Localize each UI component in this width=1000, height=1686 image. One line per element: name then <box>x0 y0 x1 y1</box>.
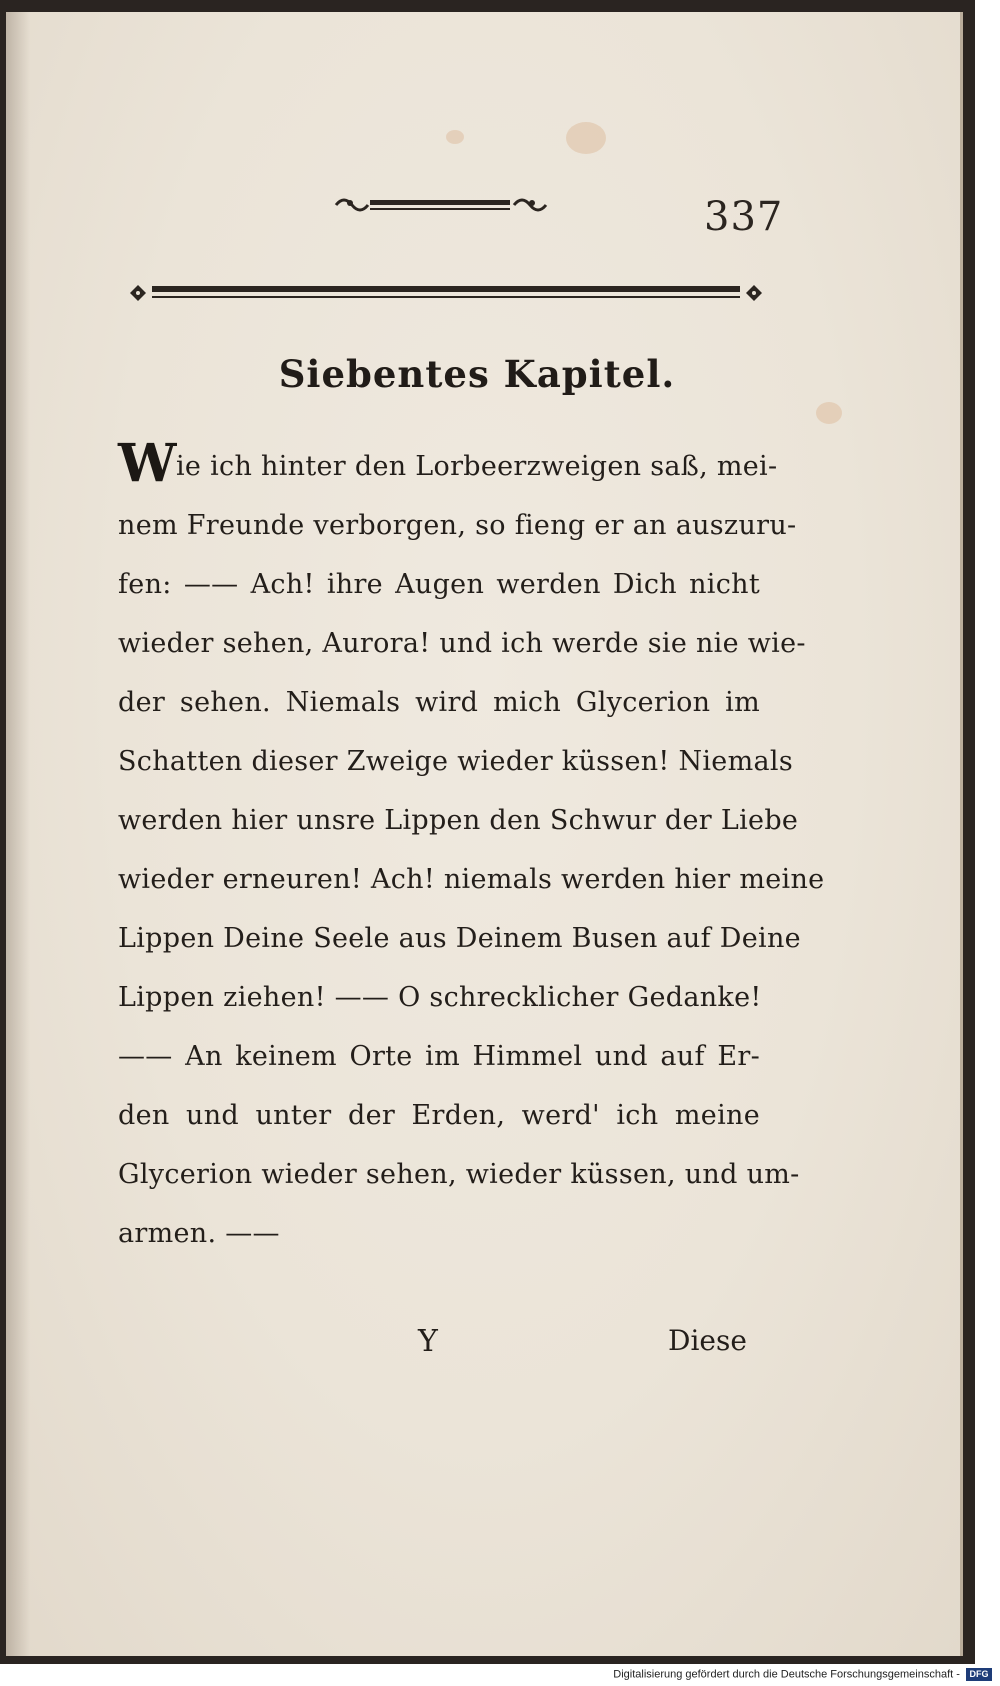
chapter-title: Siebentes Kapitel. <box>278 352 676 396</box>
text-line: —— An keinem Orte im Himmel und auf Er- <box>118 1041 760 1072</box>
paper-stain <box>566 122 606 154</box>
text-line: den und unter der Erden, werd' ich meine <box>118 1100 760 1131</box>
gutter-shadow <box>6 12 30 1656</box>
page-number: 337 <box>704 194 784 240</box>
text-line-content: ie ich hinter den Lorbeerzweigen saß, mei- <box>176 451 778 482</box>
text-line: Schatten dieser Zweige wieder küssen! Niemals <box>118 746 793 777</box>
catchword: Diese <box>668 1324 747 1357</box>
headpiece-ornament <box>330 190 552 220</box>
drop-cap: W <box>118 433 177 494</box>
text-line: nem Freunde verborgen, so fieng er an auszuru- <box>118 510 797 541</box>
text-line <box>118 433 778 496</box>
body-text <box>118 433 825 1263</box>
chapter-rule-ornament <box>126 276 766 310</box>
text-line: armen. —— <box>118 1218 280 1249</box>
text-line: Lippen ziehen! —— O schrecklicher Gedanke! <box>118 982 762 1013</box>
text-line: wieder erneuren! Ach! niemals werden hier meine <box>118 864 825 895</box>
signature-mark: Y <box>418 1324 438 1359</box>
text-line: der sehen. Niemals wird mich Glycerion im <box>118 687 760 718</box>
digitization-credit <box>0 1668 992 1681</box>
paper-stain <box>816 402 842 424</box>
text-line: werden hier unsre Lippen den Schwur der Liebe <box>118 805 799 836</box>
text-line: Lippen Deine Seele aus Deinem Busen auf Deine <box>118 923 801 954</box>
text-line: wieder sehen, Aurora! und ich werde sie nie wie- <box>118 628 806 659</box>
dfg-logo: DFG <box>966 1668 992 1681</box>
paper-stain <box>446 130 464 144</box>
credit-text: Digitalisierung gefördert durch die Deutsche Forschungsgemeinschaft - <box>613 1668 960 1681</box>
text-line: Glycerion wieder sehen, wieder küssen, und um- <box>118 1159 800 1190</box>
text-line: fen: —— Ach! ihre Augen werden Dich nicht <box>118 569 760 600</box>
